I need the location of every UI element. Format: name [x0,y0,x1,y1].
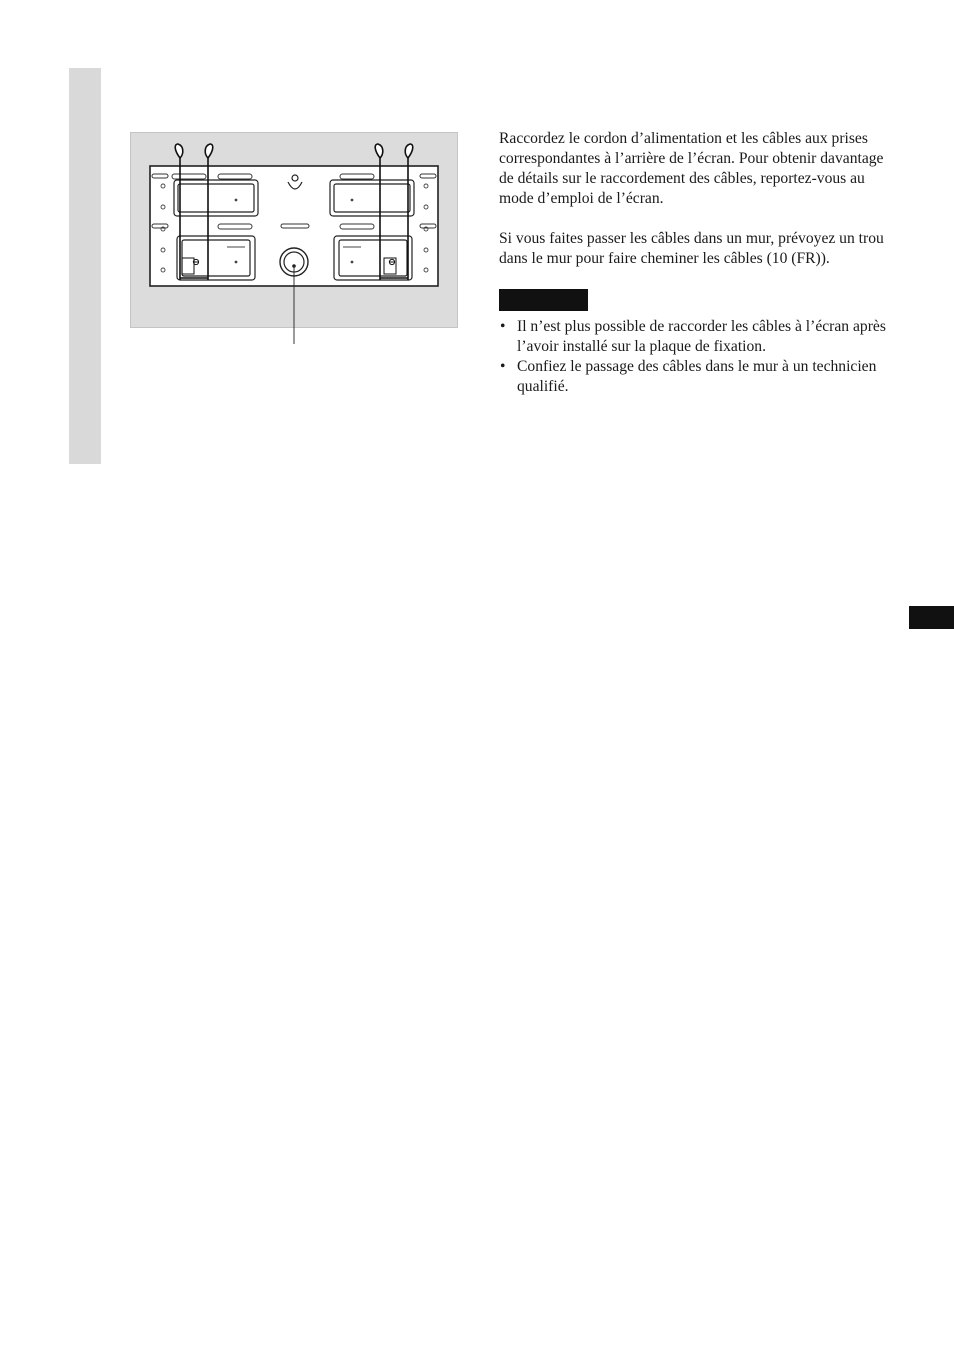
page-edge-tab [909,606,954,629]
list-item [499,357,889,397]
bullet-text: Il n’est plus possible de raccorder les câbles à l’écran après l’avoir installé sur la plaque de fixation. [517,318,886,355]
note-bullet-list [499,317,889,397]
paragraph-wall-routing: Si vous faites passer les câbles dans un mur, prévoyez un trou dans le mur pour faire cheminer les câbles (10 (FR)). [499,230,884,267]
bullet-text: Confiez le passage des câbles dans le mur à un technicien qualifié. [517,358,877,395]
paragraph-connect-cables: Raccordez le cordon d’alimentation et les câbles aux prises correspondantes à l’arrière de l’écran. Pour obtenir davantage de détails sur le raccordement des câbles, reportez-vous au mode d’emploi de l’écran. [499,130,884,207]
list-item [499,317,889,357]
bullet-glyph: • [500,358,506,375]
note-heading-bar [499,289,588,311]
instruction-text [499,129,889,397]
wall-mount-bracket-diagram [130,132,460,347]
bullet-glyph: • [500,318,506,335]
section-side-bar [69,68,101,464]
